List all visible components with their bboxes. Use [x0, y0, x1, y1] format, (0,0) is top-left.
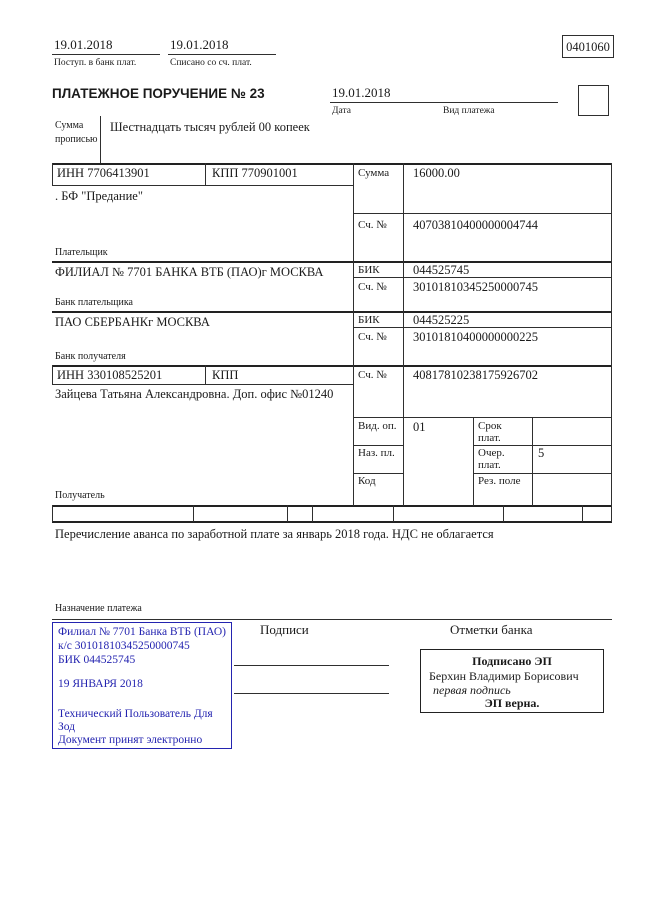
payer-kpp: КПП 770901001 [212, 166, 298, 180]
reserve-label: Рез. поле [478, 475, 521, 487]
table-line [52, 185, 353, 186]
table-line [52, 365, 612, 367]
ep-stamp-sign-kind: первая подпись [433, 683, 511, 697]
signature-line-2 [234, 693, 389, 694]
date-label: Дата [332, 106, 351, 116]
table-line [52, 384, 353, 385]
payee-bank-caption: Банк получателя [55, 351, 126, 362]
bank-stamp-line-2: к/с 30101810345250000745 [58, 640, 190, 652]
table-line [353, 445, 403, 446]
signature-line-1 [234, 665, 389, 666]
bank-stamp-box [52, 622, 232, 749]
debited-date-label: Списано со сч. плат. [170, 58, 252, 68]
payee-bank-account: 30101810400000000225 [413, 330, 538, 344]
payer-bank-bik-label: БИК [358, 264, 380, 276]
form-code-box [562, 35, 614, 58]
amount-in-words: Шестнадцать тысяч рублей 00 копеек [110, 120, 310, 134]
table-line [193, 505, 194, 522]
ep-stamp-title: Подписано ЭП [472, 654, 552, 668]
purpose-bottom-line [52, 619, 612, 620]
table-line [205, 365, 206, 384]
payer-bank-bik: 044525745 [413, 263, 470, 277]
payer-account: 40703810400000004744 [413, 218, 538, 232]
signatures-title: Подписи [260, 622, 309, 637]
amount-words-label-1: Сумма [55, 120, 84, 131]
payee-bank-bik: 044525225 [413, 313, 470, 327]
table-line [503, 505, 504, 522]
table-line [287, 505, 288, 522]
table-line [52, 261, 612, 263]
amount-words-label-2: прописью [55, 134, 98, 145]
table-line [52, 505, 53, 522]
bank-marks-title: Отметки банка [450, 622, 533, 637]
debited-date-line [168, 54, 276, 55]
payee-account: 40817810238175926702 [413, 368, 538, 382]
bank-stamp-line-4: Технический Пользователь Для [58, 708, 213, 720]
sum-label: Сумма [358, 167, 390, 179]
date-line [330, 102, 458, 103]
received-date: 19.01.2018 [54, 37, 113, 52]
payer-bank-name: ФИЛИАЛ № 7701 БАНКА ВТБ (ПАО)г МОСКВА [55, 265, 324, 279]
document-date: 19.01.2018 [332, 85, 391, 100]
ep-stamp-signer: Берхин Владимир Борисович [429, 669, 579, 683]
purpose-code-label: Наз. пл. [358, 447, 395, 459]
code-label: Код [358, 475, 376, 487]
table-line [52, 505, 612, 507]
payee-account-label: Сч. № [358, 369, 387, 381]
table-line [52, 163, 612, 165]
payer-bank-account: 30101810345250000745 [413, 280, 538, 294]
payee-caption: Получатель [55, 490, 105, 501]
payment-kind-line [443, 102, 558, 103]
table-line [473, 473, 612, 474]
table-line [52, 365, 53, 384]
payee-bank-account-label: Сч. № [358, 331, 387, 343]
document-title: ПЛАТЕЖНОЕ ПОРУЧЕНИЕ № 23 [52, 86, 265, 101]
bank-stamp-line-5: Зод [58, 721, 76, 733]
ep-stamp-box [420, 649, 604, 713]
term-label-1: Срок [478, 420, 502, 432]
table-line [205, 163, 206, 185]
table-line [353, 327, 612, 328]
payer-name: . БФ "Предание" [55, 189, 143, 203]
payee-name: Зайцева Татьяна Александровна. Доп. офис №01240 [55, 387, 334, 401]
payment-kind-box [578, 85, 609, 116]
table-line [353, 163, 354, 506]
payee-bank-bik-label: БИК [358, 314, 380, 326]
table-line [312, 505, 313, 522]
payer-caption: Плательщик [55, 247, 108, 258]
form-code: 0401060 [566, 40, 610, 54]
order-label-1: Очер. [478, 447, 505, 459]
table-line [52, 521, 612, 523]
table-line [393, 505, 394, 522]
payment-kind-label: Вид платежа [443, 106, 495, 116]
payer-bank-caption: Банк плательщика [55, 297, 133, 308]
bank-stamp-date: 19 ЯНВАРЯ 2018 [58, 678, 143, 690]
received-date-line [52, 54, 160, 55]
table-line [353, 417, 612, 418]
table-line [353, 213, 612, 214]
table-line [532, 417, 533, 506]
debited-date: 19.01.2018 [170, 37, 229, 52]
op-kind-label: Вид. оп. [358, 420, 397, 432]
table-line [611, 163, 612, 522]
table-line [353, 473, 403, 474]
purpose-text: Перечисление аванса по заработной плате за январь 2018 года. НДС не облагается [55, 527, 494, 541]
received-date-label: Поступ. в банк плат. [54, 58, 137, 68]
bank-stamp-line-1: Филиал № 7701 Банка ВТБ (ПАО) [58, 626, 226, 638]
order-value: 5 [538, 446, 545, 460]
op-kind-value: 01 [413, 420, 426, 434]
table-line [52, 311, 612, 313]
payee-bank-name: ПАО СБЕРБАНКг МОСКВА [55, 315, 210, 329]
table-line [473, 417, 474, 506]
order-label-2: плат. [478, 459, 501, 471]
payee-inn: ИНН 330108525201 [57, 368, 163, 382]
sum-value: 16000.00 [413, 166, 460, 180]
term-label-2: плат. [478, 432, 501, 444]
bank-stamp-line-3: БИК 044525745 [58, 654, 136, 666]
purpose-caption: Назначение платежа [55, 603, 142, 614]
payer-inn: ИНН 7706413901 [57, 166, 150, 180]
ep-stamp-verified: ЭП верна. [484, 696, 540, 710]
payee-kpp-label: КПП [212, 368, 239, 382]
amount-words-divider [100, 116, 101, 163]
table-line [353, 277, 612, 278]
payer-bank-account-label: Сч. № [358, 281, 387, 293]
table-line [403, 163, 404, 506]
table-line [52, 163, 53, 185]
payer-account-label: Сч. № [358, 219, 387, 231]
bank-stamp-line-6: Документ принят электронно [58, 734, 203, 746]
table-line [582, 505, 583, 522]
